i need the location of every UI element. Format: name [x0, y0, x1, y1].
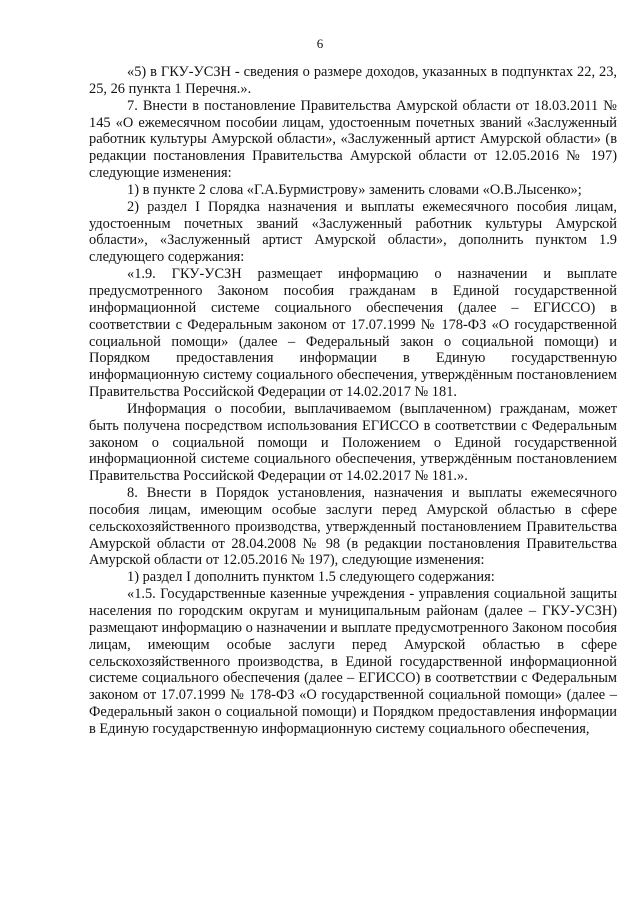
paragraph-benefit-info: Информация о пособии, выплачиваемом (выплаченном) гражданам, может быть получена посредством использования ЕГИССО в соответствии с Федеральным законом о социальной помощи и Положением о Единой государственной информационной системе социального обеспечения, утверждённым постановлением Правительства Российской Федерации от 14.02.2017 № 181.». [89, 400, 617, 485]
paragraph-item-8-1: 1) раздел I дополнить пунктом 1.5 следующего содержания: [127, 569, 495, 586]
paragraph-item-7: 7. Внести в постановление Правительства Амурской области от 18.03.2011 № 145 «О ежемесячном пособии лицам, удостоенным почетных званий «Заслуженный работник культуры Амурской области», «Заслуженный артист Амурской области» (в редакции постановления Правительства Амурской области от 12.05.2016 № 197) следующие изменения: [89, 97, 617, 182]
page-number: 6 [316, 36, 324, 51]
paragraph-item-7-1: 1) в пункте 2 слова «Г.А.Бурмистрову» заменить словами «О.В.Лысенко»; [127, 181, 582, 198]
paragraph-item-7-2: 2) раздел I Порядка назначения и выплаты ежемесячного пособия лицам, удостоенным почетных званий «Заслуженный работник культуры Амурской области», «Заслуженный артист Амурской области», дополнить пунктом 1.9 следующего содержания: [89, 198, 617, 266]
paragraph-subitem-5: «5) в ГКУ-УСЗН - сведения о размере доходов, указанных в подпунктах 22, 23, 25, 26 пункта 1 Перечня.». [89, 64, 617, 97]
paragraph-item-8: 8. Внести в Порядок установления, назначения и выплаты ежемесячного пособия лицам, имеющим особые заслуги перед Амурской областью в сфере сельскохозяйственного производства, утвержденный постановлением Правительства Амурской области от 28.04.2008 № 98 (в редакции постановления Правительства Амурской области от 12.05.2016 № 197), следующие изменения: [89, 485, 617, 569]
paragraph-clause-1-5: «1.5. Государственные казенные учреждения - управления социальной защиты населения по городским округам и муниципальным районам (далее – ГКУ-УСЗН) размещают информацию о назначении и выплате предусмотренного Законом пособия лицам, имеющим особые заслуги перед Амурской областью в сфере сельскохозяйственного производства, в Единой государственной информационной системе социального обеспечения (далее – ЕГИССО) в соответствии с Федеральным законом от 17.07.1999 № 178-ФЗ «О государственной социальной помощи» (далее – Федеральный закон о социальной помощи) и Порядком предоставления информации в Единую государственную информационную систему социального обеспечения, [89, 586, 617, 737]
paragraph-clause-1-9: «1.9. ГКУ-УСЗН размещает информацию о назначении и выплате предусмотренного Законом пособия гражданам в Единой государственной информационной системе социального обеспечения (далее – ЕГИССО) в соответствии с Федеральным законом от 17.07.1999 № 178-ФЗ «О государственной социальной помощи» (далее – Федеральный закон о социальной помощи) и Порядком предоставления информации в Единую государственную информационную систему социального обеспечения, утверждённым постановлением Правительства Российской Федерации от 14.02.2017 № 181. [89, 266, 617, 401]
document-body [89, 64, 617, 738]
